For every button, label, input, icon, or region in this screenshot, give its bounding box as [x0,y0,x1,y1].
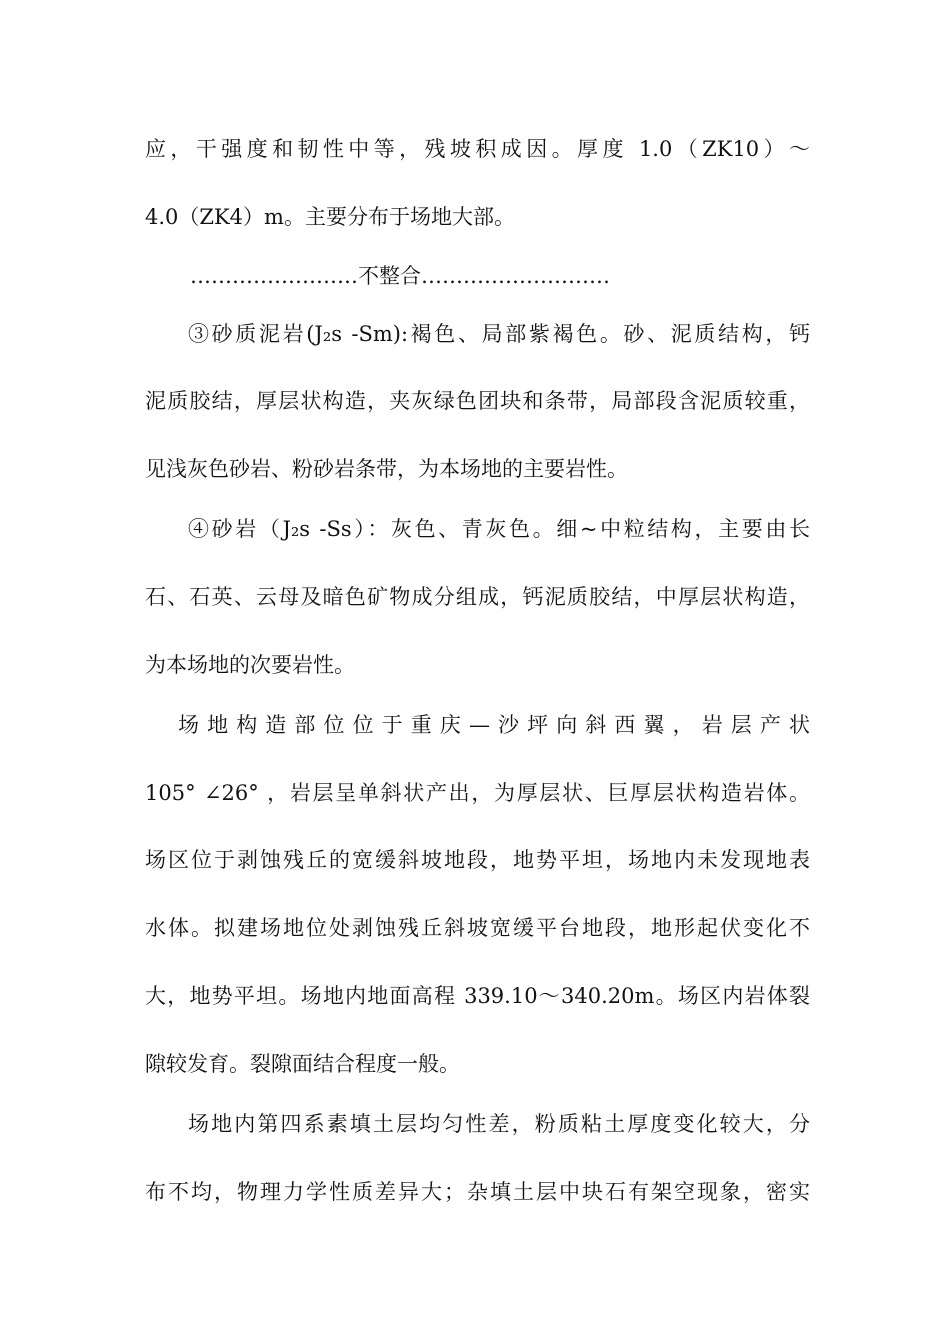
layer-4-heading-line: ④砂岩（J₂s -Ss）：灰色、青灰色。细~中粒结构，主要由长 [188,517,810,541]
text-line-17: 布不均，物理力学性质差异大；杂填土层中块石有架空现象，密实 [145,1180,810,1204]
text-line-9: 为本场地的次要岩性。 [145,653,355,677]
text-line-11: 105° ∠26° ，岩层呈单斜状产出，为厚层状、巨厚层状构造岩体。 [145,781,810,805]
unconformity-separator: ……………………不整合……………………… [190,264,610,288]
text-line-12: 场区位于剥蚀残丘的宽缓斜坡地段，地势平坦，场地内未发现地表 [145,848,810,872]
text-line-2: 4.0（ZK4）m。主要分布于场地大部。 [145,205,515,229]
layer-3-heading-line: ③砂质泥岩(J₂s -Sm):褐色、局部紫褐色。砂、泥质结构，钙 [188,322,810,346]
text-line-8: 石、石英、云母及暗色矿物成分组成，钙泥质胶结，中厚层状构造， [145,585,810,609]
structure-paragraph-start: 场地构造部位位于重庆—沙坪向斜西翼，岩层产状 [178,713,810,737]
fill-paragraph-start: 场地内第四系素填土层均匀性差，粉质粘土厚度变化较大，分 [188,1112,810,1136]
text-line-14: 大，地势平坦。场地内地面高程 339.10～340.20m。场区内岩体裂 [145,984,810,1008]
text-line-13: 水体。拟建场地位处剥蚀残丘斜坡宽缓平台地段，地形起伏变化不 [145,916,810,940]
text-line-1: 应，干强度和韧性中等，残坡积成因。厚度 1.0（ZK10）～ [145,137,810,161]
text-line-5: 泥质胶结，厚层状构造，夹灰绿色团块和条带，局部段含泥质较重， [145,389,810,413]
text-line-6: 见浅灰色砂岩、粉砂岩条带，为本场地的主要岩性。 [145,457,628,481]
text-line-15: 隙较发育。裂隙面结合程度一般。 [145,1052,460,1076]
